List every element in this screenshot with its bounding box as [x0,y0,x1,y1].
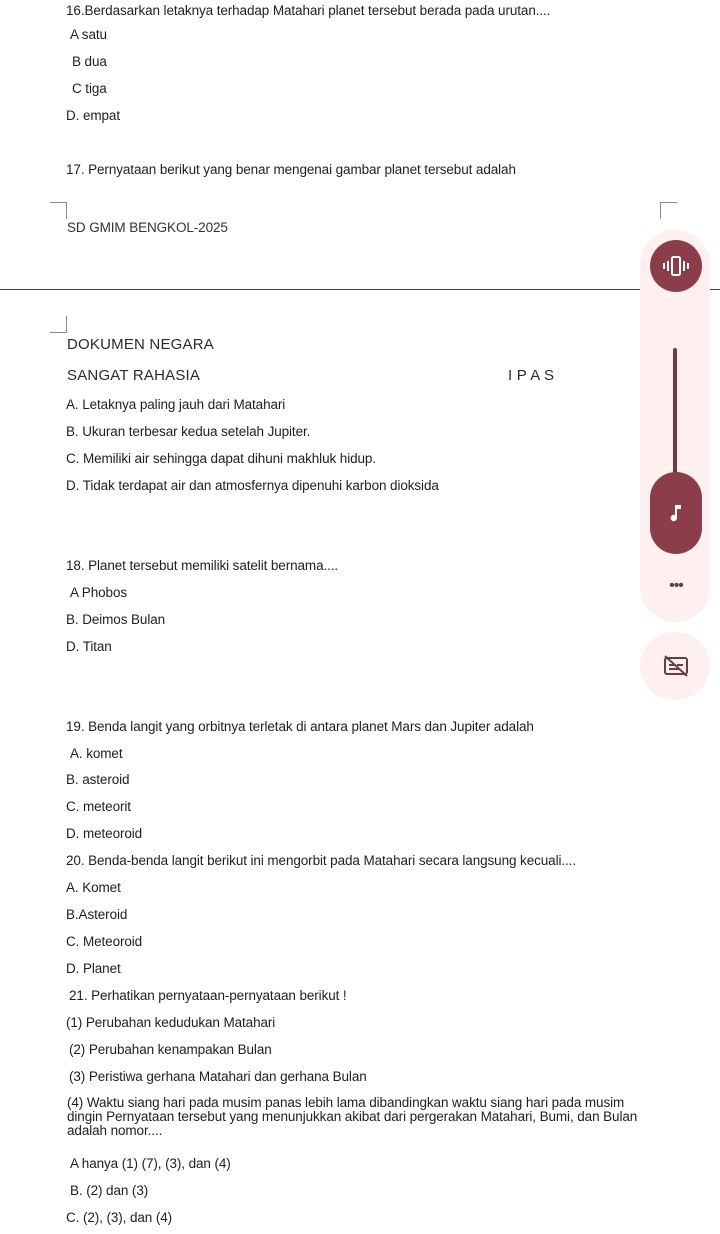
more-dots-icon[interactable]: ••• [669,577,683,594]
q19-option-c: C. meteorit [66,799,131,814]
q18-option-d: D. Titan [66,639,112,654]
volume-slider-track[interactable] [673,348,677,476]
subject-label: I P A S [508,367,555,384]
q21-statement-1: (1) Perubahan kedudukan Matahari [66,1015,276,1030]
q17-option-d: D. Tidak terdapat air dan atmosfernya dipenuhi karbon dioksida [66,478,439,493]
music-note-icon [669,503,683,523]
q17-option-a: A. Letaknya paling jauh dari Matahari [66,397,286,412]
q18-option-b: B. Deimos Bulan [66,612,166,627]
footer-school: SD GMIM BENGKOL-2025 [67,220,228,235]
q16-question: 16.Berdasarkan letaknya terhadap Matahari planet tersebut berada pada urutan.... [66,3,551,18]
crop-mark-bottom-left [50,316,67,333]
page-divider [0,289,720,290]
q17-option-c: C. Memiliki air sehingga dapat dihuni makhluk hidup. [66,451,376,466]
vibrate-icon [663,255,689,277]
q19-option-b: B. asteroid [66,772,130,787]
q19-option-d: D. meteoroid [66,826,143,841]
q20-option-c: C. Meteoroid [66,934,143,949]
q18-question: 18. Planet tersebut memiliki satelit bernama.... [66,558,339,573]
q16-option-b: B dua [72,54,107,69]
q20-option-b: B.Asteroid [66,907,128,922]
q16-option-c: C tiga [72,81,107,96]
q21-question: 21. Perhatikan pernyataan-pernyataan berikut ! [69,988,347,1003]
secret-label: SANGAT RAHASIA [67,367,201,384]
q18-option-a: A Phobos [70,585,127,600]
q19-option-a: A. komet [70,746,123,761]
q21-statement-2: (2) Perubahan kenampakan Bulan [69,1042,272,1057]
live-caption-button[interactable] [650,640,702,692]
q21-statement-3: (3) Peristiwa gerhana Matahari dan gerhana Bulan [69,1069,367,1084]
q21-option-a: A hanya (1) (7), (3), dan (4) [70,1156,231,1171]
volume-slider-thumb[interactable] [650,472,702,554]
doc-label: DOKUMEN NEGARA [67,336,214,353]
q16-option-a: A satu [70,27,107,42]
q20-option-d: D. Planet [66,961,121,976]
caption-off-icon [663,655,689,677]
q16-option-d: D. empat [66,108,120,123]
crop-mark-top-right [660,202,677,219]
q21-option-b: B. (2) dan (3) [70,1183,149,1198]
q17-option-b: B. Ukuran terbesar kedua setelah Jupiter. [66,424,311,439]
q20-option-a: A. Komet [66,880,121,895]
q21-statement-4: (4) Waktu siang hari pada musim panas lebih lama dibandingkan waktu siang hari pada musim dingin Pernyataan tersebut yang menunjukkan akibat dari pergerakan Matahari, Bumi, dan Bulan adalah nomor.... [67,1095,638,1138]
crop-mark-top-left [50,202,67,219]
q21-option-c: C. (2), (3), dan (4) [66,1210,173,1225]
ringer-mode-button[interactable] [650,240,702,292]
q17-question: 17. Pernyataan berikut yang benar mengenai gambar planet tersebut adalah [66,162,516,177]
q19-question: 19. Benda langit yang orbitnya terletak di antara planet Mars dan Jupiter adalah [66,719,534,734]
q20-question: 20. Benda-benda langit berikut ini mengorbit pada Matahari secara langsung kecuali.... [66,853,576,868]
